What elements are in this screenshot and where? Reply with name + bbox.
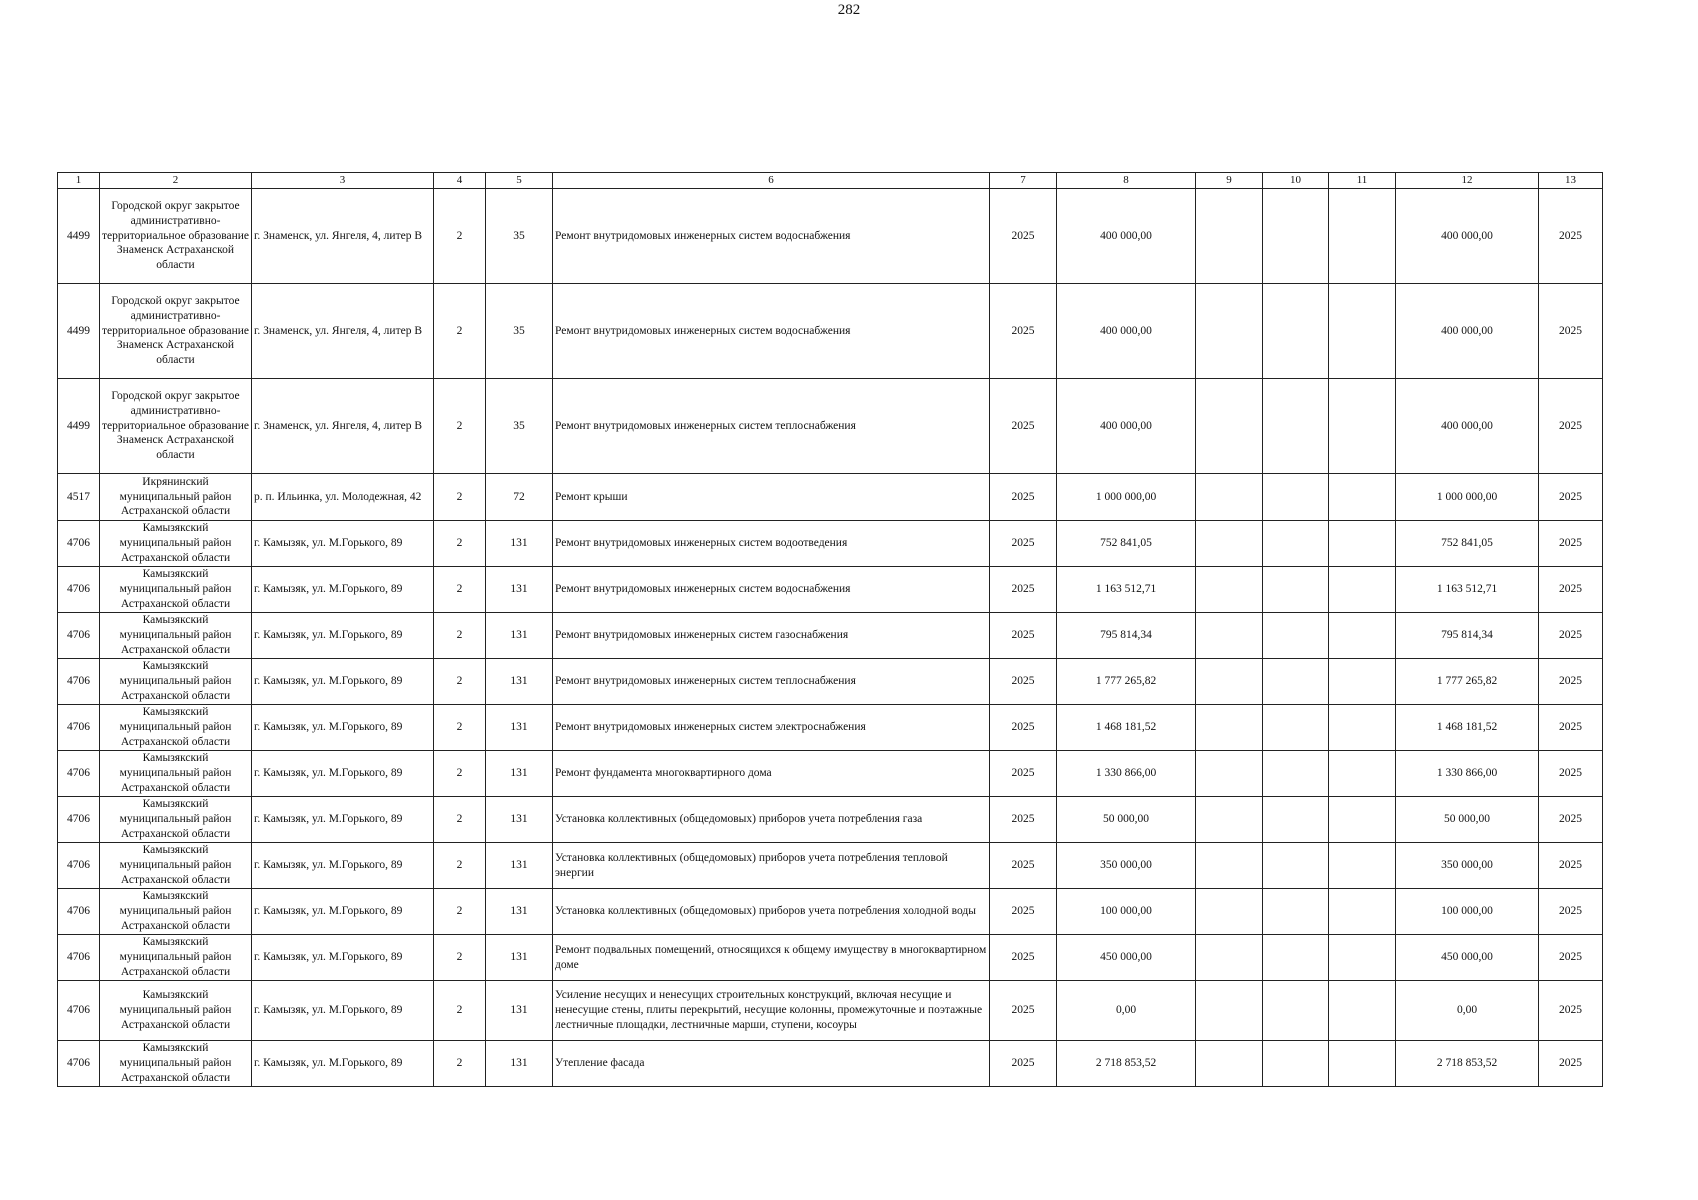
- cell-col-9-value: [1196, 474, 1263, 521]
- cell-col-5-value: 131: [486, 705, 553, 751]
- cell-col-11-value: [1329, 189, 1396, 284]
- cell-municipality: Камызякский муниципальный район Астраханской области: [100, 521, 252, 567]
- cell-completion-year: 2025: [1539, 379, 1603, 474]
- cell-col-4-value: 2: [434, 189, 486, 284]
- cell-col-10-value: [1263, 659, 1329, 705]
- cell-municipality: Камызякский муниципальный район Астраханской области: [100, 843, 252, 889]
- cell-cost: 2 718 853,52: [1057, 1041, 1196, 1087]
- cell-total-cost: 400 000,00: [1396, 189, 1539, 284]
- cell-total-cost: 400 000,00: [1396, 379, 1539, 474]
- cell-col-4-value: 2: [434, 521, 486, 567]
- cell-col-4-value: 2: [434, 1041, 486, 1087]
- cell-col-10-value: [1263, 567, 1329, 613]
- cell-address: г. Камызяк, ул. М.Горького, 89: [252, 705, 434, 751]
- cell-address: г. Знаменск, ул. Янгеля, 4, литер В: [252, 189, 434, 284]
- cell-work-type: Ремонт фундамента многоквартирного дома: [553, 751, 990, 797]
- cell-col-11-value: [1329, 935, 1396, 981]
- table-row: [58, 1041, 1603, 1087]
- cell-row-number: 4706: [58, 521, 100, 567]
- table-header: [58, 173, 1603, 189]
- cell-cost: 1 330 866,00: [1057, 751, 1196, 797]
- cell-row-number: 4499: [58, 379, 100, 474]
- cell-col-4-value: 2: [434, 567, 486, 613]
- table-row: [58, 659, 1603, 705]
- cell-total-cost: 450 000,00: [1396, 935, 1539, 981]
- cell-work-type: Установка коллективных (общедомовых) приборов учета потребления газа: [553, 797, 990, 843]
- cell-cost: 0,00: [1057, 981, 1196, 1041]
- cell-col-10-value: [1263, 379, 1329, 474]
- table-row: [58, 284, 1603, 379]
- column-header-11: 11: [1329, 173, 1396, 189]
- cell-completion-year: 2025: [1539, 935, 1603, 981]
- cell-row-number: 4706: [58, 613, 100, 659]
- cell-col-5-value: 131: [486, 567, 553, 613]
- cell-col-10-value: [1263, 474, 1329, 521]
- cell-col-11-value: [1329, 1041, 1396, 1087]
- cell-col-4-value: 2: [434, 981, 486, 1041]
- cell-col-5-value: 131: [486, 613, 553, 659]
- cell-work-type: Ремонт внутридомовых инженерных систем водоснабжения: [553, 284, 990, 379]
- cell-cost: 1 163 512,71: [1057, 567, 1196, 613]
- cell-col-4-value: 2: [434, 843, 486, 889]
- cell-col-9-value: [1196, 889, 1263, 935]
- table-row: [58, 379, 1603, 474]
- cell-cost: 400 000,00: [1057, 379, 1196, 474]
- cell-col-9-value: [1196, 567, 1263, 613]
- cell-col-9-value: [1196, 843, 1263, 889]
- cell-year: 2025: [990, 189, 1057, 284]
- cell-work-type: Ремонт внутридомовых инженерных систем водоснабжения: [553, 567, 990, 613]
- table-row: [58, 474, 1603, 521]
- cell-col-5-value: 35: [486, 379, 553, 474]
- cell-col-4-value: 2: [434, 659, 486, 705]
- cell-col-10-value: [1263, 521, 1329, 567]
- cell-col-4-value: 2: [434, 474, 486, 521]
- cell-col-5-value: 35: [486, 189, 553, 284]
- column-header-6: 6: [553, 173, 990, 189]
- table-row: [58, 751, 1603, 797]
- cell-col-5-value: 131: [486, 981, 553, 1041]
- cell-cost: 795 814,34: [1057, 613, 1196, 659]
- cell-col-4-value: 2: [434, 705, 486, 751]
- table-row: [58, 935, 1603, 981]
- cell-cost: 400 000,00: [1057, 284, 1196, 379]
- cell-col-11-value: [1329, 613, 1396, 659]
- cell-col-5-value: 72: [486, 474, 553, 521]
- header-row: [58, 173, 1603, 189]
- cell-year: 2025: [990, 1041, 1057, 1087]
- table-body: [58, 189, 1603, 1087]
- cell-col-10-value: [1263, 613, 1329, 659]
- cell-cost: 400 000,00: [1057, 189, 1196, 284]
- cell-col-9-value: [1196, 935, 1263, 981]
- cell-col-10-value: [1263, 705, 1329, 751]
- cell-year: 2025: [990, 474, 1057, 521]
- table-row: [58, 797, 1603, 843]
- cell-col-9-value: [1196, 1041, 1263, 1087]
- column-header-7: 7: [990, 173, 1057, 189]
- column-header-13: 13: [1539, 173, 1603, 189]
- cell-work-type: Установка коллективных (общедомовых) приборов учета потребления холодной воды: [553, 889, 990, 935]
- cell-total-cost: 0,00: [1396, 981, 1539, 1041]
- cell-row-number: 4706: [58, 659, 100, 705]
- cell-address: г. Камызяк, ул. М.Горького, 89: [252, 659, 434, 705]
- cell-col-10-value: [1263, 843, 1329, 889]
- table-row: [58, 705, 1603, 751]
- cell-col-11-value: [1329, 521, 1396, 567]
- cell-row-number: 4706: [58, 935, 100, 981]
- cell-row-number: 4706: [58, 889, 100, 935]
- cell-row-number: 4706: [58, 567, 100, 613]
- cell-cost: 450 000,00: [1057, 935, 1196, 981]
- cell-municipality: Камызякский муниципальный район Астраханской области: [100, 659, 252, 705]
- cell-col-11-value: [1329, 797, 1396, 843]
- table-row: [58, 567, 1603, 613]
- cell-col-9-value: [1196, 189, 1263, 284]
- cell-work-type: Ремонт внутридомовых инженерных систем электроснабжения: [553, 705, 990, 751]
- cell-col-11-value: [1329, 567, 1396, 613]
- cell-col-5-value: 131: [486, 889, 553, 935]
- cell-year: 2025: [990, 889, 1057, 935]
- cell-total-cost: 350 000,00: [1396, 843, 1539, 889]
- cell-year: 2025: [990, 981, 1057, 1041]
- cell-col-11-value: [1329, 751, 1396, 797]
- cell-completion-year: 2025: [1539, 189, 1603, 284]
- cell-col-4-value: 2: [434, 379, 486, 474]
- column-header-5: 5: [486, 173, 553, 189]
- cell-work-type: Усиление несущих и ненесущих строительных конструкций, включая несущие и ненесущие стены, плиты перекрытий, несущие колонны, промежуточные и поэтажные лестничные площадки, лестничные марши, ступени, косоуры: [553, 981, 990, 1041]
- cell-col-4-value: 2: [434, 284, 486, 379]
- cell-work-type: Ремонт внутридомовых инженерных систем теплоснабжения: [553, 659, 990, 705]
- cell-work-type: Установка коллективных (общедомовых) приборов учета потребления тепловой энергии: [553, 843, 990, 889]
- cell-cost: 1 000 000,00: [1057, 474, 1196, 521]
- cell-cost: 350 000,00: [1057, 843, 1196, 889]
- cell-col-9-value: [1196, 705, 1263, 751]
- cell-row-number: 4706: [58, 1041, 100, 1087]
- cell-work-type: Утепление фасада: [553, 1041, 990, 1087]
- column-header-10: 10: [1263, 173, 1329, 189]
- cell-row-number: 4706: [58, 843, 100, 889]
- cell-municipality: Камызякский муниципальный район Астраханской области: [100, 613, 252, 659]
- cell-address: г. Камызяк, ул. М.Горького, 89: [252, 1041, 434, 1087]
- cell-total-cost: 2 718 853,52: [1396, 1041, 1539, 1087]
- cell-col-11-value: [1329, 705, 1396, 751]
- cell-address: г. Камызяк, ул. М.Горького, 89: [252, 751, 434, 797]
- cell-col-10-value: [1263, 797, 1329, 843]
- cell-completion-year: 2025: [1539, 981, 1603, 1041]
- cell-row-number: 4706: [58, 705, 100, 751]
- column-header-8: 8: [1057, 173, 1196, 189]
- cell-total-cost: 1 000 000,00: [1396, 474, 1539, 521]
- cell-year: 2025: [990, 567, 1057, 613]
- cell-municipality: Камызякский муниципальный район Астраханской области: [100, 567, 252, 613]
- cell-address: г. Знаменск, ул. Янгеля, 4, литер В: [252, 379, 434, 474]
- cell-address: г. Камызяк, ул. М.Горького, 89: [252, 889, 434, 935]
- cell-col-5-value: 131: [486, 935, 553, 981]
- cell-completion-year: 2025: [1539, 705, 1603, 751]
- table-row: [58, 981, 1603, 1041]
- cell-col-4-value: 2: [434, 613, 486, 659]
- cell-col-9-value: [1196, 613, 1263, 659]
- column-header-4: 4: [434, 173, 486, 189]
- cell-col-11-value: [1329, 981, 1396, 1041]
- cell-total-cost: 1 330 866,00: [1396, 751, 1539, 797]
- cell-total-cost: 795 814,34: [1396, 613, 1539, 659]
- cell-col-10-value: [1263, 189, 1329, 284]
- cell-row-number: 4499: [58, 284, 100, 379]
- cell-col-11-value: [1329, 889, 1396, 935]
- cell-col-11-value: [1329, 474, 1396, 521]
- cell-col-9-value: [1196, 284, 1263, 379]
- column-header-1: 1: [58, 173, 100, 189]
- cell-municipality: Камызякский муниципальный район Астраханской области: [100, 981, 252, 1041]
- cell-col-9-value: [1196, 751, 1263, 797]
- cell-address: г. Камызяк, ул. М.Горького, 89: [252, 797, 434, 843]
- cell-address: г. Камызяк, ул. М.Горького, 89: [252, 981, 434, 1041]
- cell-col-11-value: [1329, 284, 1396, 379]
- cell-address: г. Камызяк, ул. М.Горького, 89: [252, 613, 434, 659]
- table-row: [58, 613, 1603, 659]
- page-number: 282: [837, 2, 861, 18]
- table-row: [58, 189, 1603, 284]
- cell-municipality: Камызякский муниципальный район Астраханской области: [100, 889, 252, 935]
- cell-total-cost: 100 000,00: [1396, 889, 1539, 935]
- cell-col-11-value: [1329, 659, 1396, 705]
- cell-completion-year: 2025: [1539, 797, 1603, 843]
- cell-col-9-value: [1196, 981, 1263, 1041]
- cell-total-cost: 1 777 265,82: [1396, 659, 1539, 705]
- cell-work-type: Ремонт внутридомовых инженерных систем водоснабжения: [553, 189, 990, 284]
- cell-col-5-value: 131: [486, 521, 553, 567]
- cell-completion-year: 2025: [1539, 567, 1603, 613]
- cell-year: 2025: [990, 843, 1057, 889]
- cell-col-10-value: [1263, 1041, 1329, 1087]
- cell-work-type: Ремонт подвальных помещений, относящихся к общему имуществу в многоквартирном доме: [553, 935, 990, 981]
- cell-year: 2025: [990, 613, 1057, 659]
- cell-work-type: Ремонт крыши: [553, 474, 990, 521]
- cell-cost: 50 000,00: [1057, 797, 1196, 843]
- cell-col-4-value: 2: [434, 889, 486, 935]
- cell-col-5-value: 131: [486, 659, 553, 705]
- cell-col-9-value: [1196, 521, 1263, 567]
- table-row: [58, 889, 1603, 935]
- cell-cost: 752 841,05: [1057, 521, 1196, 567]
- cell-col-4-value: 2: [434, 935, 486, 981]
- cell-municipality: Камызякский муниципальный район Астраханской области: [100, 797, 252, 843]
- cell-work-type: Ремонт внутридомовых инженерных систем газоснабжения: [553, 613, 990, 659]
- cell-completion-year: 2025: [1539, 889, 1603, 935]
- table-row: [58, 843, 1603, 889]
- table-row: [58, 521, 1603, 567]
- cell-cost: 100 000,00: [1057, 889, 1196, 935]
- column-header-3: 3: [252, 173, 434, 189]
- cell-col-10-value: [1263, 284, 1329, 379]
- cell-col-5-value: 131: [486, 843, 553, 889]
- cell-completion-year: 2025: [1539, 521, 1603, 567]
- cell-col-10-value: [1263, 981, 1329, 1041]
- cell-year: 2025: [990, 751, 1057, 797]
- cell-municipality: Городской округ закрытое административно-территориальное образование Знаменск Астраханской области: [100, 379, 252, 474]
- cell-completion-year: 2025: [1539, 474, 1603, 521]
- cell-completion-year: 2025: [1539, 613, 1603, 659]
- cell-total-cost: 400 000,00: [1396, 284, 1539, 379]
- column-header-9: 9: [1196, 173, 1263, 189]
- cell-completion-year: 2025: [1539, 751, 1603, 797]
- cell-col-11-value: [1329, 843, 1396, 889]
- cell-municipality: Камызякский муниципальный район Астраханской области: [100, 751, 252, 797]
- column-header-12: 12: [1396, 173, 1539, 189]
- cell-year: 2025: [990, 935, 1057, 981]
- cell-cost: 1 468 181,52: [1057, 705, 1196, 751]
- cell-municipality: Городской округ закрытое административно-территориальное образование Знаменск Астраханской области: [100, 189, 252, 284]
- register-table: [57, 172, 1603, 1087]
- cell-col-10-value: [1263, 751, 1329, 797]
- cell-col-5-value: 131: [486, 797, 553, 843]
- cell-col-10-value: [1263, 889, 1329, 935]
- cell-year: 2025: [990, 521, 1057, 567]
- cell-year: 2025: [990, 797, 1057, 843]
- cell-col-5-value: 35: [486, 284, 553, 379]
- cell-year: 2025: [990, 284, 1057, 379]
- cell-address: г. Камызяк, ул. М.Горького, 89: [252, 521, 434, 567]
- cell-municipality: Камызякский муниципальный район Астраханской области: [100, 705, 252, 751]
- cell-col-4-value: 2: [434, 751, 486, 797]
- cell-col-9-value: [1196, 659, 1263, 705]
- cell-address: р. п. Ильинка, ул. Молодежная, 42: [252, 474, 434, 521]
- cell-col-4-value: 2: [434, 797, 486, 843]
- cell-col-5-value: 131: [486, 751, 553, 797]
- cell-col-5-value: 131: [486, 1041, 553, 1087]
- cell-municipality: Икрянинский муниципальный район Астраханской области: [100, 474, 252, 521]
- cell-address: г. Знаменск, ул. Янгеля, 4, литер В: [252, 284, 434, 379]
- cell-row-number: 4706: [58, 981, 100, 1041]
- cell-col-10-value: [1263, 935, 1329, 981]
- cell-address: г. Камызяк, ул. М.Горького, 89: [252, 567, 434, 613]
- cell-year: 2025: [990, 379, 1057, 474]
- cell-col-11-value: [1329, 379, 1396, 474]
- cell-total-cost: 50 000,00: [1396, 797, 1539, 843]
- cell-address: г. Камызяк, ул. М.Горького, 89: [252, 935, 434, 981]
- cell-work-type: Ремонт внутридомовых инженерных систем теплоснабжения: [553, 379, 990, 474]
- cell-row-number: 4517: [58, 474, 100, 521]
- cell-year: 2025: [990, 659, 1057, 705]
- cell-total-cost: 752 841,05: [1396, 521, 1539, 567]
- cell-completion-year: 2025: [1539, 843, 1603, 889]
- cell-cost: 1 777 265,82: [1057, 659, 1196, 705]
- cell-row-number: 4499: [58, 189, 100, 284]
- cell-total-cost: 1 468 181,52: [1396, 705, 1539, 751]
- cell-completion-year: 2025: [1539, 659, 1603, 705]
- cell-row-number: 4706: [58, 751, 100, 797]
- cell-completion-year: 2025: [1539, 1041, 1603, 1087]
- cell-municipality: Городской округ закрытое административно-территориальное образование Знаменск Астраханской области: [100, 284, 252, 379]
- cell-address: г. Камызяк, ул. М.Горького, 89: [252, 843, 434, 889]
- cell-municipality: Камызякский муниципальный район Астраханской области: [100, 1041, 252, 1087]
- cell-municipality: Камызякский муниципальный район Астраханской области: [100, 935, 252, 981]
- cell-col-9-value: [1196, 797, 1263, 843]
- cell-completion-year: 2025: [1539, 284, 1603, 379]
- cell-total-cost: 1 163 512,71: [1396, 567, 1539, 613]
- cell-row-number: 4706: [58, 797, 100, 843]
- cell-work-type: Ремонт внутридомовых инженерных систем водоотведения: [553, 521, 990, 567]
- column-header-2: 2: [100, 173, 252, 189]
- cell-col-9-value: [1196, 379, 1263, 474]
- cell-year: 2025: [990, 705, 1057, 751]
